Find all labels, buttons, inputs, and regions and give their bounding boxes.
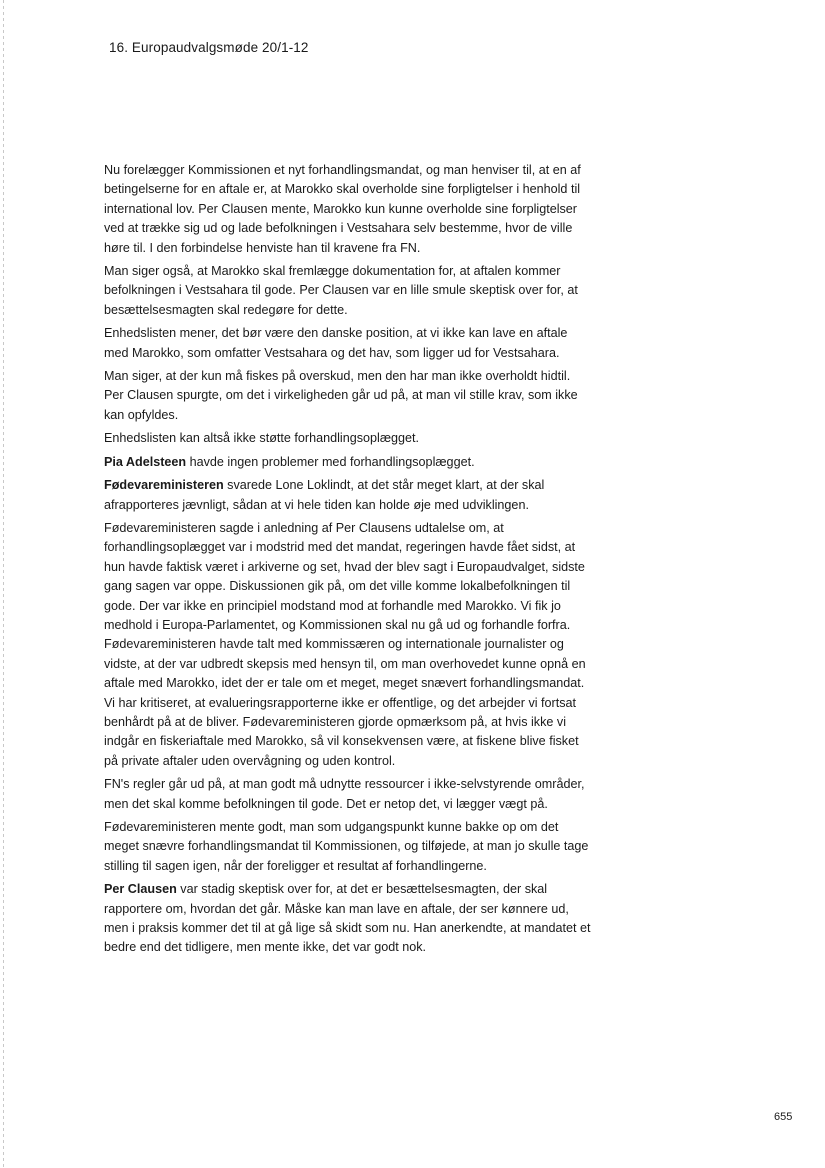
body-text — [104, 161, 592, 962]
speaker-name: Pia Adelsteen — [104, 454, 187, 469]
paragraph-text: Nu forelægger Kommissionen et nyt forhandlingsmandat, og man henviser til, at en af betingelserne for en aftale er, at Marokko skal overholde sine forpligtelser i henhold til international lov. Per Clausen mente, Marokko kun kunne overholde sine forpligtelser ved at trække sig ud og lade befolkningen i Vestsahara selv bestemme, hvor de ville høre til. I den forbindelse henviste han til kravene fra FN. — [104, 163, 581, 255]
paragraph — [104, 262, 592, 320]
paragraph — [104, 775, 592, 814]
paragraph-text: svarede Lone Loklindt, at det står meget klart, at der skal afrapporteres jævnligt, sådan at vi hele tiden kan holde øje med udviklingen. — [104, 478, 545, 512]
paragraph — [104, 161, 592, 258]
paragraph-text: Fødevareministeren sagde i anledning af Per Clausens udtalelse om, at forhandlingsoplægget var i modstrid med det mandat, regeringen havde fået sidst, at hun havde faktisk været i arkiverne og set, hvad der blev sagt i Europaudvalget, sidste gang sagen var oppe. Diskussionen gik på, om det ville komme lokalbefolkningen til gode. Der var ikke en principiel modstand mod at forhandle med Marokko. Vi fik jo medhold i Europa-Parlamentet, og Kommissionen skal nu gå ud og forhandle forfra. Fødevareministeren havde talt med kommissæren og internationale journalister og vidste, at der var udbredt skepsis med hensyn til, om man overhovedet kunne opnå en aftale med Marokko, idet der er tale om et meget, meget snævert forhandlingsmandat. Vi har kritiseret, at evalueringsrapporterne ikke er offentlige, og det arbejder vi fortsat benhårdt på at de bliver. Fødevareministeren gjorde opmærksom på, at hvis ikke vi indgår en fiskeriaftale med Marokko, så vil konsekvensen være, at fiskene blive fisket på private aftaler uden overvågning og uden kontrol. — [104, 520, 586, 768]
paragraph-text: Fødevareministeren mente godt, man som udgangspunkt kunne bakke op om det meget snævre forhandlingsmandat til Kommissionen, og tilføjede, at man jo skulle tage stilling til sagen igen, når der foreligger et resultat af forhandlingerne. — [104, 820, 589, 873]
paragraph-text: Enhedslisten mener, det bør være den danske position, at vi ikke kan lave en aftale med Marokko, som omfatter Vestsahara og det hav, som ligger ud for Vestsahara. — [104, 326, 568, 360]
paragraph — [104, 818, 592, 876]
paragraph-text: FN's regler går ud på, at man godt må udnytte ressourcer i ikke-selvstyrende områder, men det skal komme befolkningen til gode. Det er netop det, vi lægger vægt på. — [104, 777, 585, 811]
page-header: 16. Europaudvalgsmøde 20/1-12 — [109, 40, 309, 55]
paragraph-text: Enhedslisten kan altså ikke støtte forhandlingsoplægget. — [104, 431, 420, 446]
paragraph-text: var stadig skeptisk over for, at det er besættelsesmagten, der skal rapportere om, hvordan det går. Måske kan man lave en aftale, der ser kønnere ud, men i praksis kommer det til at gå lige så skidt som nu. Han anerkendte, at mandatet et bedre end det tidligere, men mente ikke, det var godt nok. — [104, 882, 591, 955]
paragraph-text: Man siger også, at Marokko skal fremlægge dokumentation for, at aftalen kommer befolkningen i Vestsahara til gode. Per Clausen var en lille smule skeptisk over for, at besættelsesmagten skal redegøre for dette. — [104, 264, 578, 317]
paragraph — [104, 367, 592, 425]
paragraph-text: Man siger, at der kun må fiskes på overskud, men den har man ikke overholdt hidtil. Per Clausen spurgte, om det i virkeligheden går ud på, at man vil stille krav, som ikke kan opfyldes. — [104, 369, 578, 422]
paragraph — [104, 453, 592, 472]
page-number: 655 — [774, 1111, 793, 1123]
paragraph — [104, 519, 592, 771]
paragraph — [104, 324, 592, 363]
scan-edge-line — [3, 0, 4, 1168]
speaker-name: Fødevareministeren — [104, 478, 224, 493]
paragraph-text: havde ingen problemer med forhandlingsoplægget. — [186, 454, 475, 469]
paragraph — [104, 880, 592, 958]
paragraph — [104, 429, 592, 448]
paragraph — [104, 476, 592, 515]
speaker-name: Per Clausen — [104, 882, 177, 897]
